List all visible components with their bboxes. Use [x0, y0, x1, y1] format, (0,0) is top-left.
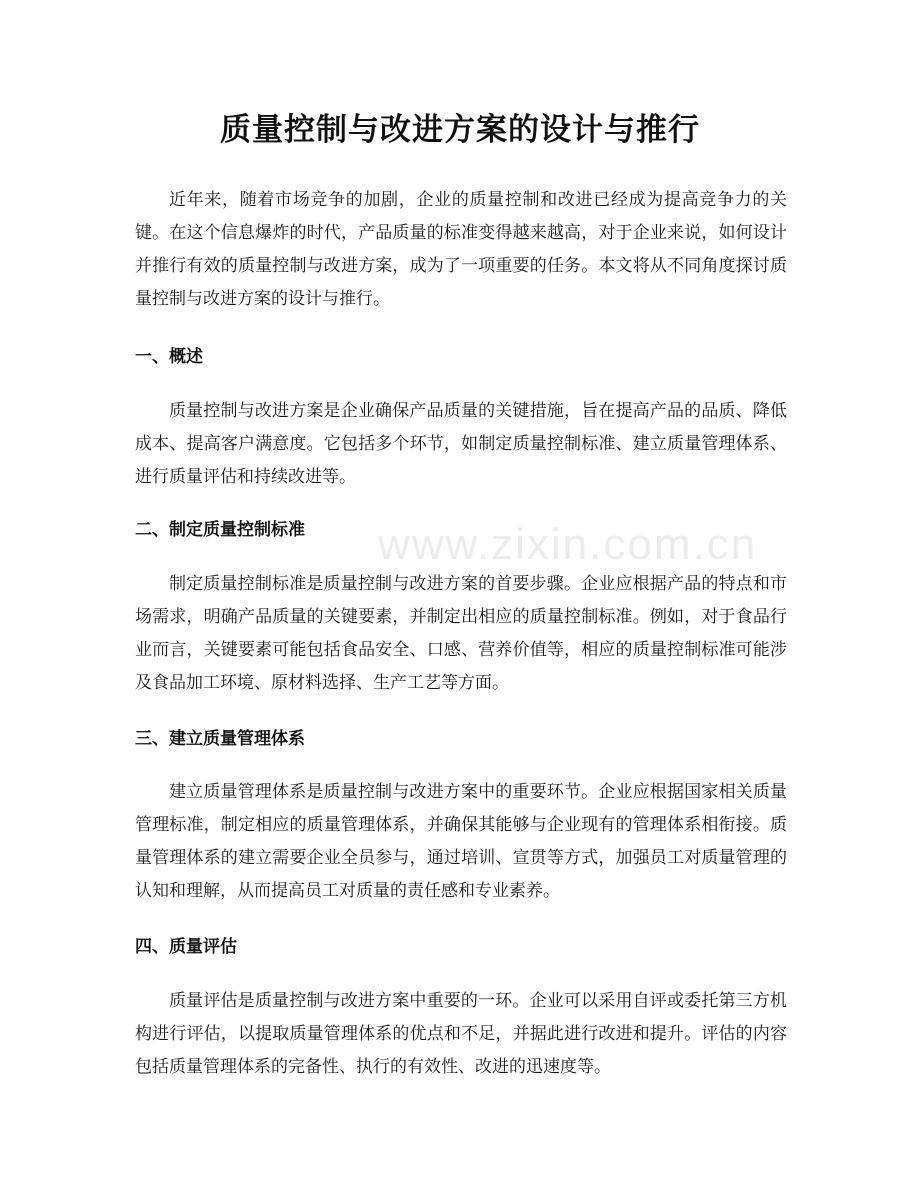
section-body-standards: 制定质量控制标准是质量控制与改进方案的首要步骤。企业应根据产品的特点和市场需求，明确产品质量的关键要素，并制定出相应的质量控制标准。例如，对于食品行业而言，关键要素可能包括食品安全、口感、营养价值等，相应的质量控制标准可能涉及食品加工环境、原材料选择、生产工艺等方面。: [135, 574, 787, 693]
section-body-overview: 质量控制与改进方案是企业确保产品质量的关键措施，旨在提高产品的品质、降低成本、提高客户满意度。它包括多个环节，如制定质量控制标准、建立质量管理体系、进行质量评估和持续改进等。: [135, 401, 787, 487]
section-heading-management-system: 三、建立质量管理体系: [135, 729, 305, 749]
section-heading-overview: 一、概述: [135, 347, 203, 367]
section-body-management-system: 建立质量管理体系是质量控制与改进方案中的重要环节。企业应根据国家相关质量管理标准，制定相应的质量管理体系，并确保其能够与企业现有的管理体系相衔接。质量管理体系的建立需要企业全员参与，通过培训、宣贯等方式，加强员工对质量管理的认知和理解，从而提高员工对质量的责任感和专业素养。: [135, 782, 787, 901]
section-body-evaluation: 质量评估是质量控制与改进方案中重要的一环。企业可以采用自评或委托第三方机构进行评估，以提取质量管理体系的优点和不足，并据此进行改进和提升。评估的内容包括质量管理体系的完备性、执行的有效性、改进的迅速度等。: [135, 991, 787, 1077]
intro-paragraph: 近年来，随着市场竞争的加剧，企业的质量控制和改进已经成为提高竞争力的关键。在这个信息爆炸的时代，产品质量的标准变得越来越高，对于企业来说，如何设计并推行有效的质量控制与改进方案，成为了一项重要的任务。本文将从不同角度探讨质量控制与改进方案的设计与推行。: [135, 190, 787, 309]
document-title: 质量控制与改进方案的设计与推行: [220, 112, 700, 148]
section-heading-standards: 二、制定质量控制标准: [135, 520, 305, 540]
section-heading-evaluation: 四、质量评估: [135, 937, 237, 957]
watermark: www.zixin.com.cn: [378, 520, 758, 569]
